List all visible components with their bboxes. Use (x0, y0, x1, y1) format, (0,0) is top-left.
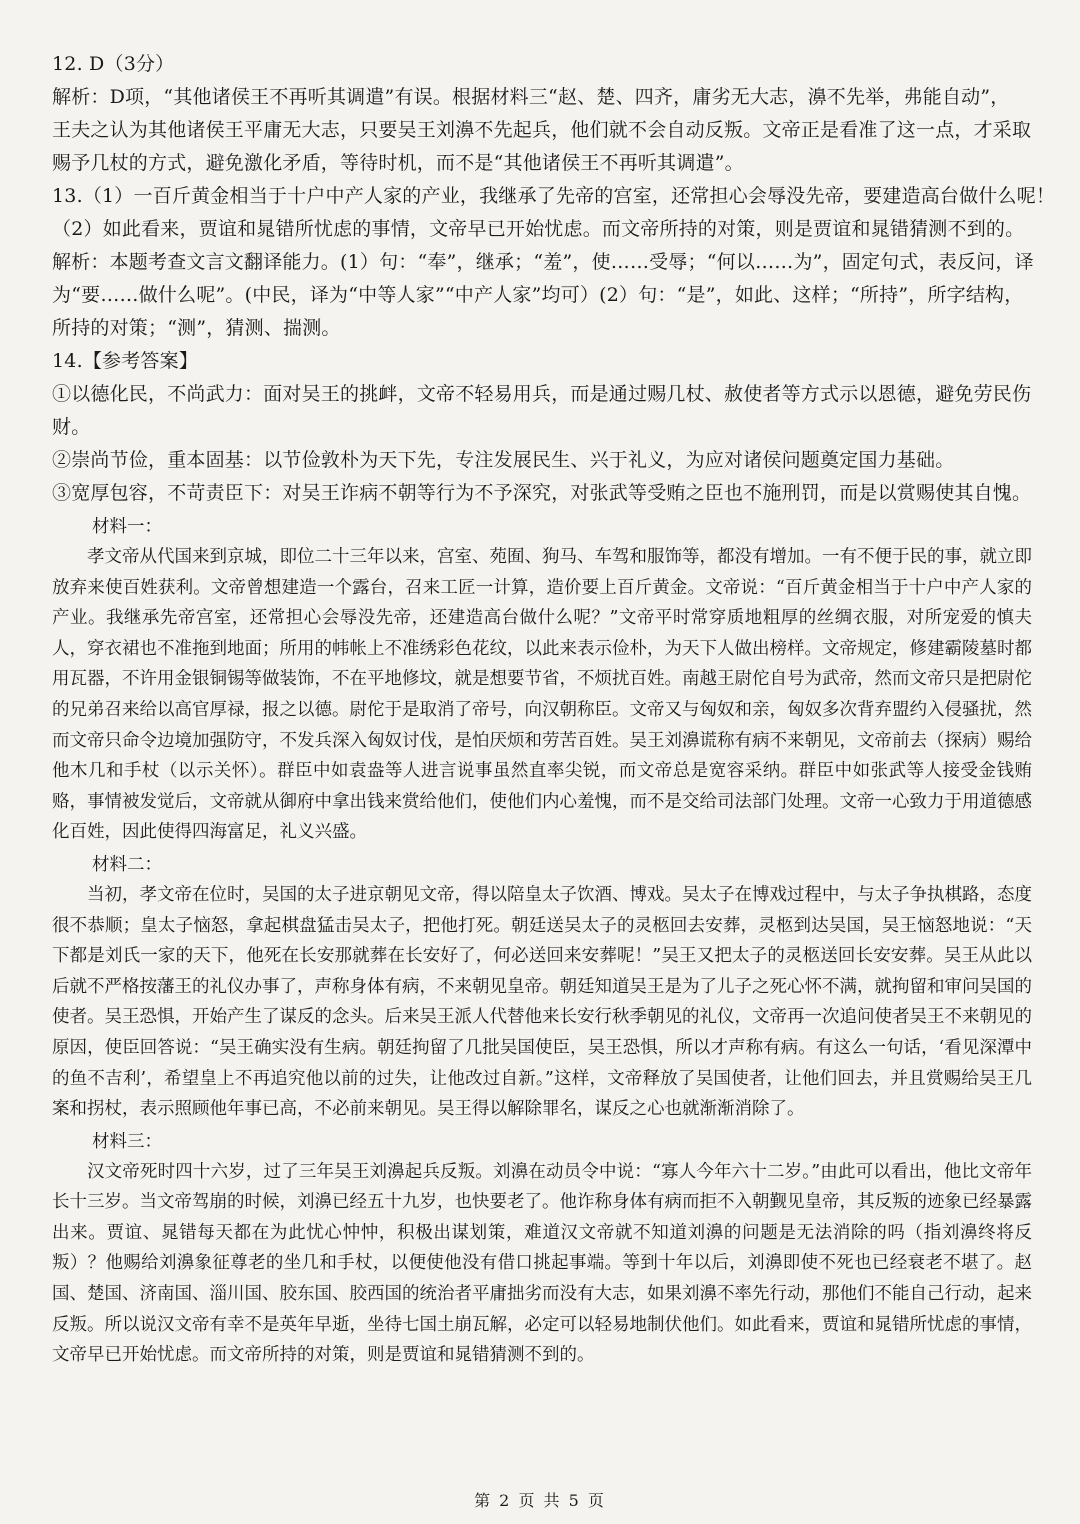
answer-12-analysis-line: 赐予几杖的方式，避免激化矛盾，等待时机，而不是“其他诸侯王不再听其调遣”。 (52, 152, 744, 174)
answer-12-analysis-line: 解析：D项，“其他诸侯王不再听其调遣”有误。根据材料三“赵、楚、四齐，庸劣无大志，濞不先举，弗能自动”， (52, 86, 1010, 108)
material-2-title: 材料二： (92, 854, 162, 875)
answer-13-analysis-line: 解析：本题考查文言文翻译能力。(1）句：“奉”，继承；“羞”，使……受辱；“何以……为”，固定句式，表反问，译 (52, 251, 1034, 273)
material-3-text: 汉文帝死时四十六岁，过了三年吴王刘濞起兵反叛。刘濞在动员令中说：“寡人今年六十二岁。”由此可以看出，他比文帝年长十三岁。当文帝驾崩的时候，刘濞已经五十九岁，也快要老了。他诈称身体有病而拒不入朝觐见皇帝，其反叛的迹象已经暴露出来。贾谊、晁错每天都在为此忧心忡忡，积极出谋划策，难道汉文帝就不知道刘濞的问题是无法消除的吗（指刘濞终将反叛）？他赐给刘濞象征尊老的坐几和手杖，以便使他没有借口挑起事端。等到十年以后，刘濞即使不死也已经衰老不堪了。赵国、楚国、济南国、淄川国、胶东国、胶西国的统治者平庸拙劣而没有大志，如果刘濞不率先行动，那他们不能自己行动，起来反叛。所以说汉文帝有幸不是英年早逝，坐待七国土崩瓦解，必定可以轻易地制伏他们。如此看来，贾谊和晁错所忧虑的事情，文帝早已开始忧虑。而文帝所持的对策，则是贾谊和晁错猜测不到的。 (52, 1161, 1032, 1366)
answer-13-analysis-line: 为“要……做什么呢”。(中民，译为“中等人家”“中产人家”均可）(2）句：“是”，如此、这样；“所持”，所字结构， (52, 284, 1024, 306)
answer-14-heading: 14.【参考答案】 (52, 350, 199, 372)
material-1-title: 材料一： (92, 517, 162, 537)
material-1-text: 孝文帝从代国来到京城，即位二十三年以来，宫室、苑囿、狗马、车驾和服饰等，都没有增加。一有不便于民的事，就立即放弃来使百姓获利。文帝曾想建造一个露台，召来工匠一计算，造价要上百斤黄金。文帝说：“百斤黄金相当于十户中产人家的产业。我继承先帝宫室，还常担心会辱没先帝，还建造高台做什么呢？”文帝平时常穿质地粗厚的丝绸衣服，对所宠爱的慎夫人，穿衣裙也不准拖到地面；所用的帏帐上不准绣彩色花纹，以此来表示俭朴，为天下人做出榜样。文帝规定，修建霸陵墓时都用瓦器，不许用金银铜锡等做装饰，不在平地修坟，就是想要节省，不烦扰百姓。南越王尉佗自号为武帝，然而文帝只是把尉佗的兄弟召来给以高官厚禄，报之以德。尉佗于是取消了帝号，向汉朝称臣。文帝又与匈奴和亲，匈奴多次背弃盟约入侵骚扰，然而文帝只命令边境加强防守，不发兵深入匈奴讨伐，是怕厌烦和劳苦百姓。吴王刘濞谎称有病不来朝见，文帝前去（探病）赐给他木几和手杖（以示关怀）。群臣中如袁盎等人进言说事虽然直率尖锐，而文帝总是宽容采纳。群臣中如张武等人接受金钱贿赂，事情被发觉后，文帝就从御府中拿出钱来赏给他们，使他们内心羞愧，而不是交给司法部门处理。文帝一心致力于用道德感化百姓，因此使得四海富足，礼义兴盛。 (52, 547, 1032, 843)
answer-14-point: ②崇尚节俭，重本固基：以节俭敦朴为天下先，专注发展民生、兴于礼义，为应对诸侯问题奠定国力基础。 (52, 449, 955, 471)
answer-14-point: 财。 (52, 416, 91, 438)
answer-13-analysis-line: 所持的对策；“测”，猜测、揣测。 (52, 317, 341, 339)
answer-12-heading: 12. D（3分） (52, 53, 175, 75)
material-2-text: 当初，孝文帝在位时，吴国的太子进京朝见文帝，得以陪皇太子饮酒、博戏。吴太子在博戏过程中，与太子争执棋路，态度很不恭顺；皇太子恼怒，拿起棋盘猛击吴太子，把他打死。朝廷送吴太子的灵柩回去安葬，灵柩到达吴国，吴王恼怒地说：“天下都是刘氏一家的天下，他死在长安那就葬在长安好了，何必送回来安葬呢！”吴王又把太子的灵柩送回长安安葬。吴王从此以后就不严格按藩王的礼仪办事了，声称身体有病，不来朝见皇帝。朝廷知道吴王是为了儿子之死心怀不满，就拘留和审问吴国的使者。吴王恐惧，开始产生了谋反的念头。后来吴王派人代替他来长安行秋季朝见的礼仪，文帝再一次追问使者吴王不来朝见的原因，使臣回答说：“吴王确实没有生病。朝廷拘留了几批吴国使臣，吴王恐惧，所以才声称有病。有这么一句话，‘看见深潭中的鱼不吉利’，希望皇上不再追究他以前的过失，让他改过自新。”这样，文帝释放了吴国使者，让他们回去，并且赏赐给吴王几案和拐杖，表示照顾他年事已高，不必前来朝见。吴王得以解除罪名，谋反之心也就渐渐消除了。 (52, 884, 1032, 1120)
document-page (52, 48, 1056, 1371)
material-3-title: 材料三： (92, 1131, 162, 1152)
answer-13-translation-line: （2）如此看来，贾谊和晁错所忧虑的事情，文帝早已开始忧虑。而文帝所持的对策，则是贾谊和晁错猜测不到的。 (52, 218, 1025, 240)
answer-14-point: ①以德化民，不尚武力：面对吴王的挑衅，文帝不轻易用兵，而是通过赐几杖、赦使者等方式示以恩德，避免劳民伤 (52, 383, 1032, 405)
answer-13-translation-line: 13.（1）一百斤黄金相当于十户中产人家的产业，我继承了先帝的宫室，还常担心会辱没先帝，要建造高台做什么呢！ (52, 185, 1056, 207)
page-number-footer: 第 2 页 共 5 页 (474, 1491, 606, 1510)
answer-12-analysis-line: 王夫之认为其他诸侯王平庸无大志，只要吴王刘濞不先起兵，他们就不会自动反叛。文帝正是看准了这一点，才采取 (52, 119, 1032, 141)
answer-14-point: ③宽厚包容，不苛责臣下：对吴王诈病不朝等行为不予深究，对张武等受贿之臣也不施刑罚，而是以赏赐使其自愧。 (52, 482, 1032, 504)
